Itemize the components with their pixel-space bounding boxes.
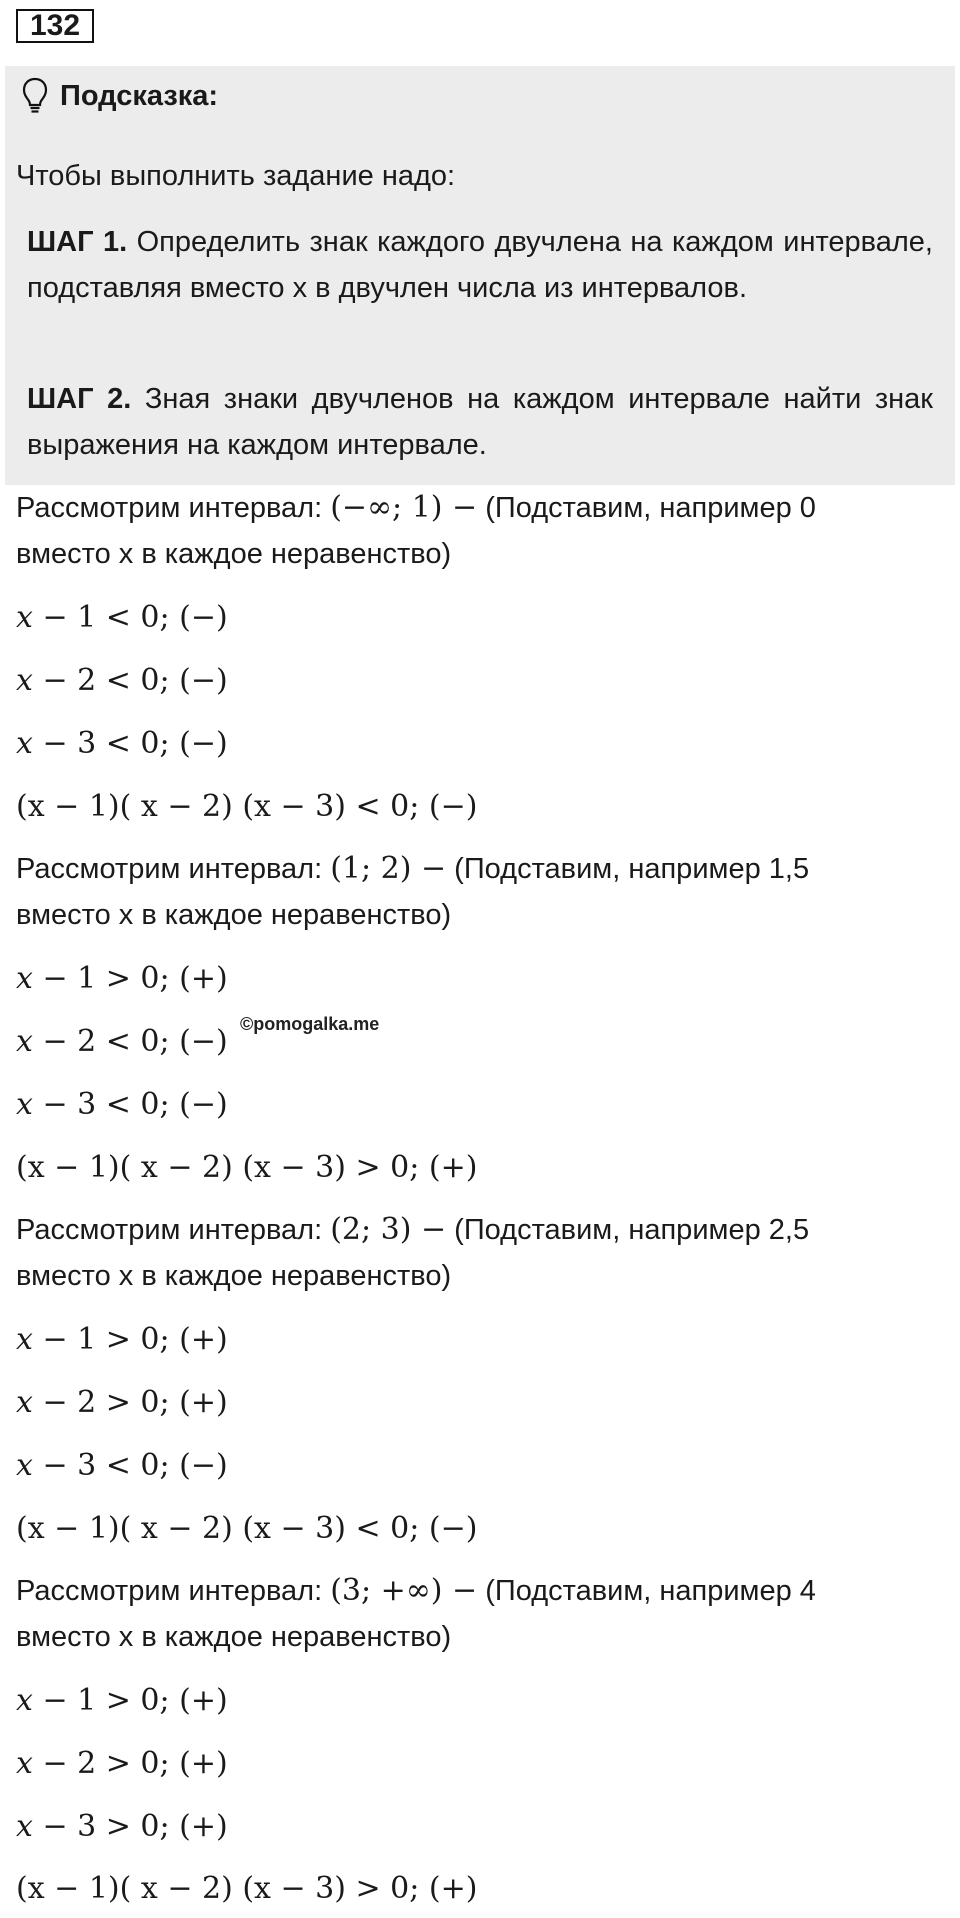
inequality-row: x − 3 < 0; (−) [16,1448,228,1483]
interval-range: (3; +∞) − [330,1573,478,1608]
interval-range: (−∞; 1) − [330,490,478,525]
inequality-row: x − 1 > 0; (+) [16,961,228,996]
hint-intro: Чтобы выполнить задание надо: [16,160,456,192]
interval-heading-line2: вместо х в каждое неравенство) [16,1621,452,1653]
inequality-row: x − 2 > 0; (+) [16,1385,228,1420]
hint-box [5,66,955,485]
inequality-row: x − 3 < 0; (−) [16,1087,228,1122]
interval-suffix: (Подставим, например 4 [477,1575,816,1607]
inequality-row: x − 2 < 0; (−) [16,1024,228,1059]
interval-heading-line2: вместо х в каждое неравенство) [16,1260,452,1292]
step-text: Зная знаки двучленов на каждом интервале найти знак выражения на каждом интервале. [27,383,933,461]
interval-prefix: Рассмотрим интервал: [16,492,331,524]
watermark: ©pomogalka.me [240,1014,380,1034]
inequality-row: x − 3 < 0; (−) [16,726,228,761]
interval-heading [16,1210,809,1250]
interval-heading [16,849,809,889]
step-label: ШАГ 2. [27,383,132,415]
interval-suffix: (Подставим, например 0 [477,492,816,524]
interval-suffix: (Подставим, например 2,5 [446,1214,810,1246]
task-number: 132 [16,9,94,43]
interval-prefix: Рассмотрим интервал: [16,853,331,885]
step-text: Определить знак каждого двучлена на каждом интервале, подставляя вместо x в двучлен числа из интервалов. [27,226,933,304]
product-row: (x − 1)( x − 2) (x − 3) < 0; (−) [16,1511,478,1546]
inequality-row: x − 1 > 0; (+) [16,1683,228,1718]
interval-heading [16,1571,816,1611]
interval-heading-line2: вместо х в каждое неравенство) [16,538,452,570]
product-row: (x − 1)( x − 2) (x − 3) < 0; (−) [16,789,478,824]
hint-step-1 [27,219,933,311]
inequality-row: x − 1 > 0; (+) [16,1322,228,1357]
interval-range: (2; 3) − [330,1212,447,1247]
hint-title: Подсказка: [60,79,219,112]
interval-heading [16,488,816,528]
product-row: (x − 1)( x − 2) (x − 3) > 0; (+) [16,1150,478,1185]
product-row: (x − 1)( x − 2) (x − 3) > 0; (+) [16,1871,478,1906]
inequality-row: x − 1 < 0; (−) [16,600,228,635]
step-label: ШАГ 1. [27,226,128,258]
inequality-row: x − 3 > 0; (+) [16,1809,228,1844]
hint-header [22,76,218,116]
inequality-row: x − 2 > 0; (+) [16,1746,228,1781]
interval-prefix: Рассмотрим интервал: [16,1214,331,1246]
interval-heading-line2: вместо х в каждое неравенство) [16,899,452,931]
inequality-row: x − 2 < 0; (−) [16,663,228,698]
interval-suffix: (Подставим, например 1,5 [446,853,810,885]
lightbulb-icon [22,77,48,115]
hint-step-2 [27,376,933,468]
interval-range: (1; 2) − [330,851,447,886]
interval-prefix: Рассмотрим интервал: [16,1575,331,1607]
